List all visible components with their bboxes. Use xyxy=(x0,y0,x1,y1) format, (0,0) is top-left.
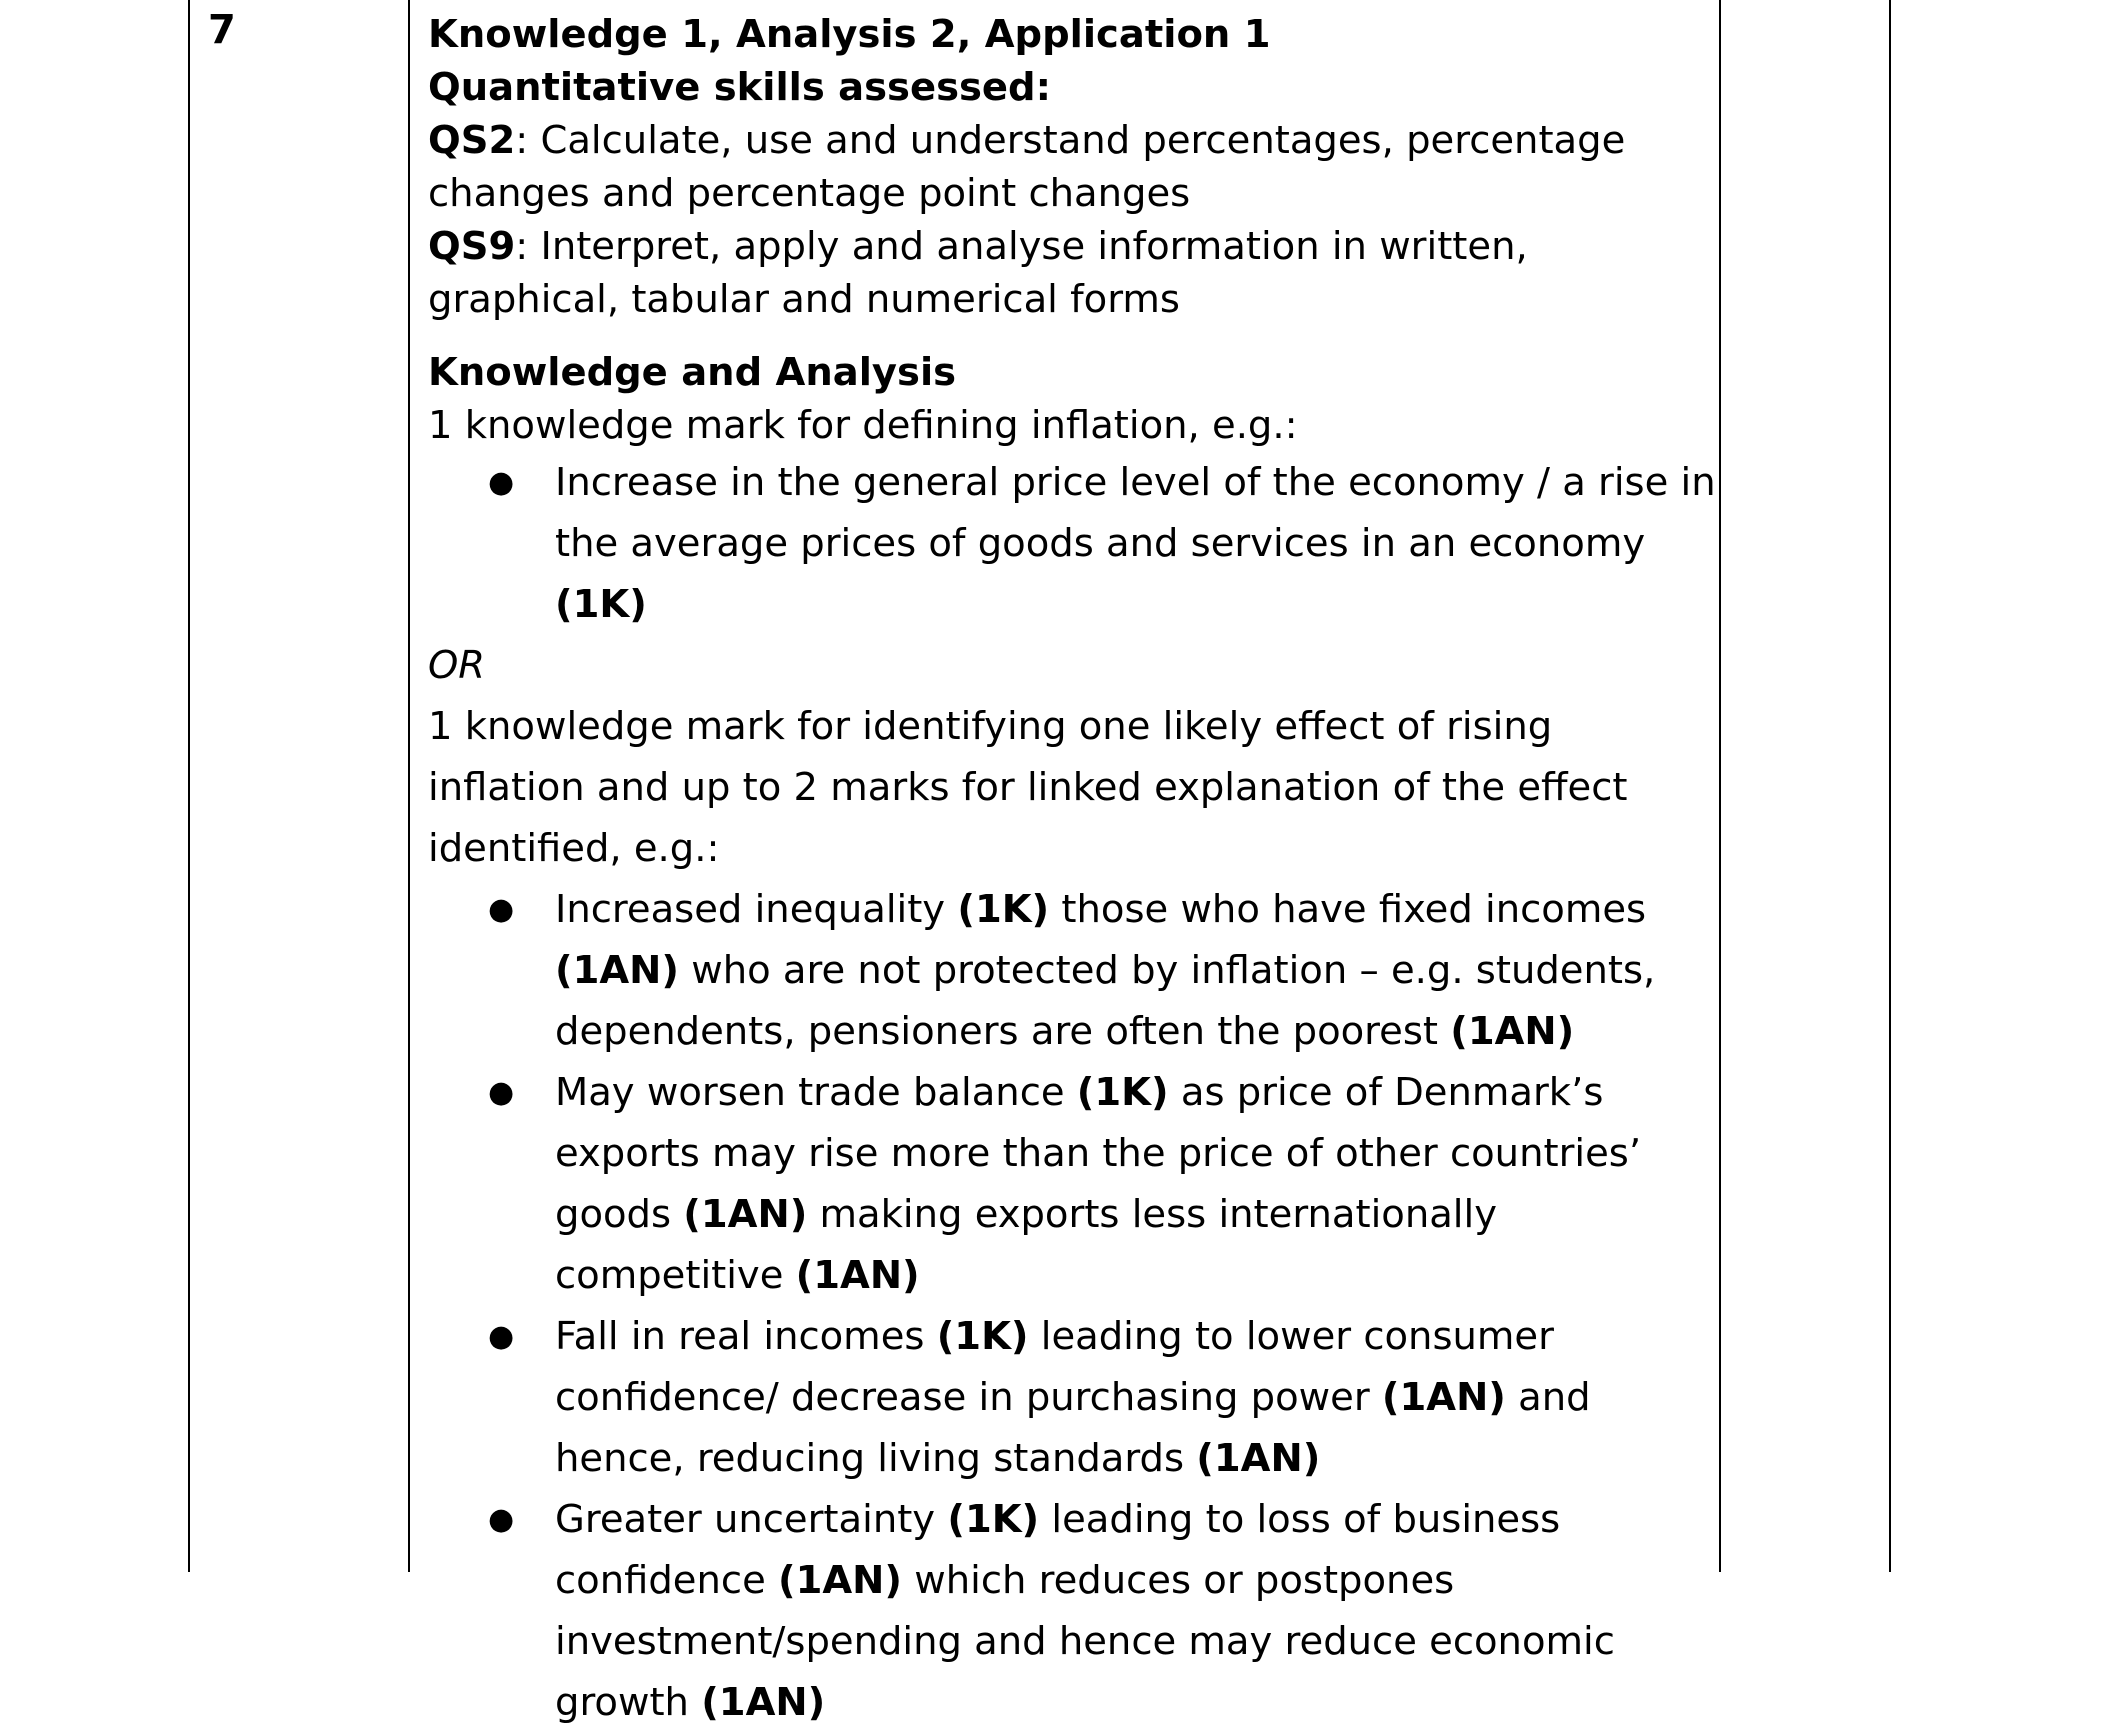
quantitative-skills-block xyxy=(428,61,1718,326)
qs-code: QS2 xyxy=(428,118,516,163)
qs-description: : Interpret, apply and analyse information in written, graphical, tabular and numerical forms xyxy=(428,224,1528,322)
effect-text: Increased inequality xyxy=(555,887,958,932)
effect-text: as price of Denmark’s exports may rise more than the price of other countries’ goods xyxy=(555,1070,1642,1237)
effect-text: May worsen trade balance xyxy=(555,1070,1077,1115)
mark-label: (1K) xyxy=(555,582,647,627)
effect-text: making exports less internationally competitive xyxy=(555,1192,1497,1298)
mark-label: (1AN) xyxy=(1381,1375,1506,1420)
table-border-number-column xyxy=(408,0,410,1572)
mark-label: (1AN) xyxy=(1196,1436,1321,1481)
effect-text: and hence, reducing living standards xyxy=(555,1375,1591,1481)
marks-heading: Knowledge 1, Analysis 2, Application 1 xyxy=(428,12,1271,57)
bullet-icon: ● xyxy=(488,892,515,927)
list-item xyxy=(428,452,1718,635)
mark-label: (1AN) xyxy=(683,1192,808,1237)
definition-text: Increase in the general price level of the economy / a rise in the average prices of goods and services in an economy xyxy=(555,460,1716,566)
kna-intro: 1 knowledge mark for defining inflation, e.g.: xyxy=(428,403,1298,448)
table-border-left xyxy=(188,0,190,1572)
mark-label: (1AN) xyxy=(1450,1009,1575,1054)
effect-text: leading to loss of business confidence xyxy=(555,1497,1561,1603)
table-border-content-column xyxy=(1719,0,1721,1572)
effect-text: which reduces or postpones investment/spending and hence may reduce economic growth xyxy=(555,1558,1615,1725)
mark-label: (1K) xyxy=(936,1314,1029,1359)
mark-label: (1AN) xyxy=(701,1680,826,1725)
mark-label: (1K) xyxy=(1076,1070,1169,1115)
list-item xyxy=(428,879,1718,1062)
effect-text: Greater uncertainty xyxy=(555,1497,948,1542)
bullet-icon: ● xyxy=(488,1319,515,1354)
or-label: OR xyxy=(428,643,486,688)
question-number: 7 xyxy=(208,7,236,53)
list-item xyxy=(428,1306,1718,1489)
bullet-icon: ● xyxy=(488,465,515,500)
mark-label: (1AN) xyxy=(555,948,679,993)
effect-intro: 1 knowledge mark for identifying one likely effect of rising inflation and up to 2 marks for linked explanation of the effect identified, e.g.: xyxy=(428,704,1628,871)
table-border-right xyxy=(1889,0,1891,1572)
kna-heading: Knowledge and Analysis xyxy=(428,350,957,395)
mark-label: (1K) xyxy=(957,887,1050,932)
bullet-icon: ● xyxy=(488,1075,515,1110)
effect-text: Fall in real incomes xyxy=(555,1314,937,1359)
effect-text: leading to lower consumer confidence/ decrease in purchasing power xyxy=(555,1314,1554,1420)
qs-item xyxy=(428,114,1718,220)
qs-code: QS9 xyxy=(428,224,516,269)
qs-heading: Quantitative skills assessed: xyxy=(428,65,1051,110)
list-item xyxy=(428,1489,1718,1733)
mark-scheme-content xyxy=(428,8,1718,1733)
qs-description: : Calculate, use and understand percentages, percentage changes and percentage point changes xyxy=(428,118,1626,216)
qs-item xyxy=(428,220,1718,326)
effect-text: those who have fixed incomes xyxy=(1049,887,1647,932)
mark-label: (1K) xyxy=(947,1497,1040,1542)
list-item xyxy=(428,1062,1718,1306)
definition-list xyxy=(428,452,1718,635)
effects-list xyxy=(428,879,1718,1733)
knowledge-analysis-block xyxy=(428,346,1718,1733)
bullet-icon: ● xyxy=(488,1502,515,1537)
effect-text: who are not protected by inflation – e.g. students, dependents, pensioners are often the poorest xyxy=(555,948,1656,1054)
mark-label: (1AN) xyxy=(795,1253,920,1298)
mark-label: (1AN) xyxy=(778,1558,902,1603)
